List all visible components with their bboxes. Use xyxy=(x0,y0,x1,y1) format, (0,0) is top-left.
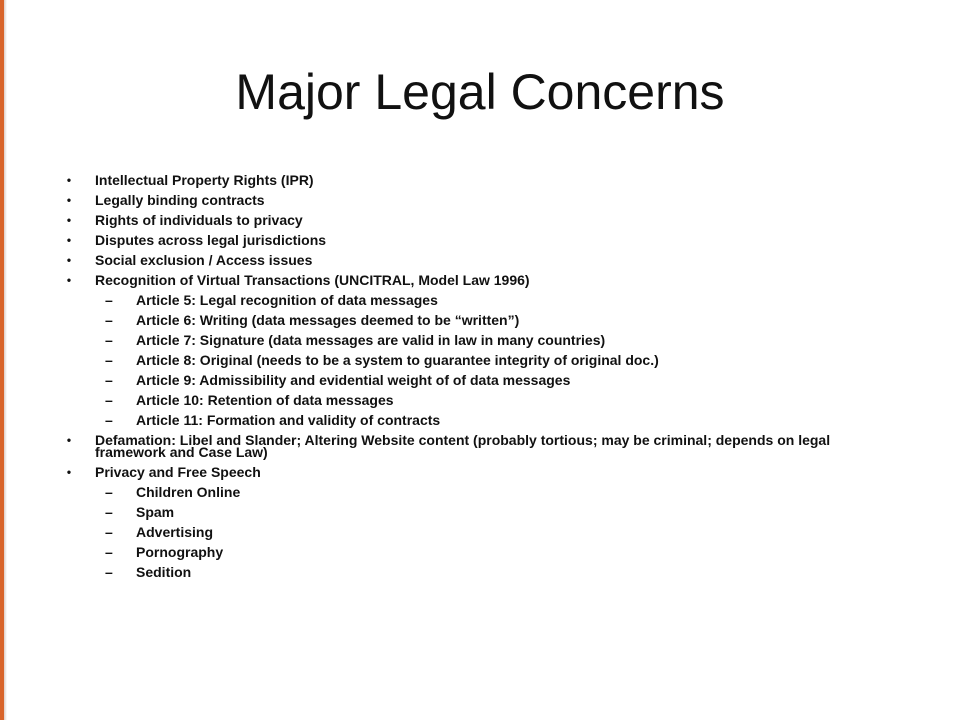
bullet-item xyxy=(64,170,904,190)
sub-list-item xyxy=(64,482,904,502)
bullet-point-icon: • xyxy=(66,193,72,207)
slide-content xyxy=(64,170,904,582)
dash-bullet-icon: – xyxy=(105,484,113,500)
sub-list-item xyxy=(64,542,904,562)
sub-item-text: Article 7: Signature (data messages are valid in law in many countries) xyxy=(136,332,606,348)
dash-bullet-icon: – xyxy=(105,292,113,308)
sub-item-text: Advertising xyxy=(136,524,214,540)
sub-list-item xyxy=(64,390,904,410)
sub-item-text: Spam xyxy=(136,504,175,520)
sub-list-item xyxy=(64,502,904,522)
bullet-item xyxy=(64,230,904,250)
dash-bullet-icon: – xyxy=(105,412,113,428)
sub-list-container xyxy=(64,482,904,582)
sub-item-text: Children Online xyxy=(136,484,241,500)
dash-bullet-icon: – xyxy=(105,312,113,328)
bullet-point-icon: • xyxy=(66,173,72,187)
bullet-item xyxy=(64,190,904,210)
dash-bullet-icon: – xyxy=(105,352,113,368)
sub-list xyxy=(64,290,904,430)
bullet-text: Privacy and Free Speech xyxy=(95,464,261,480)
sub-list-item xyxy=(64,330,904,350)
bullet-point-icon: • xyxy=(66,273,72,287)
dash-bullet-icon: – xyxy=(105,504,113,520)
bullet-point-icon: • xyxy=(66,213,72,227)
dash-bullet-icon: – xyxy=(105,524,113,540)
bullet-text: Recognition of Virtual Transactions (UNCITRAL, Model Law 1996) xyxy=(95,272,530,288)
sub-list-item xyxy=(64,370,904,390)
dash-bullet-icon: – xyxy=(105,544,113,560)
bullet-point-icon: • xyxy=(66,433,72,447)
bullet-text: Legally binding contracts xyxy=(95,192,265,208)
sub-item-text: Article 5: Legal recognition of data messages xyxy=(136,292,438,308)
sub-item-text: Sedition xyxy=(136,564,192,580)
dash-bullet-icon: – xyxy=(105,564,113,580)
sub-list-item xyxy=(64,410,904,430)
sub-item-text: Article 11: Formation and validity of contracts xyxy=(136,412,441,428)
sub-list-item xyxy=(64,522,904,542)
sub-item-text: Article 9: Admissibility and evidential weight of of data messages xyxy=(136,372,571,388)
bullet-point-icon: • xyxy=(66,253,72,267)
dash-bullet-icon: – xyxy=(105,392,113,408)
bullet-text: Intellectual Property Rights (IPR) xyxy=(95,172,314,188)
bullet-item xyxy=(64,270,904,290)
bullet-item xyxy=(64,210,904,230)
sub-item-text: Article 6: Writing (data messages deemed to be “written”) xyxy=(136,312,520,328)
bullet-text: Disputes across legal jurisdictions xyxy=(95,232,327,248)
bullet-point-icon: • xyxy=(66,233,72,247)
sub-item-text: Article 10: Retention of data messages xyxy=(136,392,394,408)
bullet-item xyxy=(64,462,904,482)
sub-list-item xyxy=(64,310,904,330)
sub-list-item xyxy=(64,290,904,310)
dash-bullet-icon: – xyxy=(105,372,113,388)
bullet-text: Rights of individuals to privacy xyxy=(95,212,303,228)
slide-title: Major Legal Concerns xyxy=(235,64,725,120)
sub-list-item xyxy=(64,350,904,370)
sub-item-text: Pornography xyxy=(136,544,224,560)
bullet-item xyxy=(64,250,904,270)
sub-list xyxy=(64,482,904,582)
sub-item-text: Article 8: Original (needs to be a system to guarantee integrity of original doc.) xyxy=(136,352,659,368)
bullet-list xyxy=(64,170,904,582)
bullet-point-icon: • xyxy=(66,465,72,479)
bullet-text: Social exclusion / Access issues xyxy=(95,252,313,268)
sub-list-container xyxy=(64,290,904,430)
bullet-text: Defamation: Libel and Slander; Altering Website content (probably tortious; may be criminal; depends on legal framework and Case Law) xyxy=(95,432,831,460)
sub-list-item xyxy=(64,562,904,582)
bullet-item xyxy=(64,430,904,462)
dash-bullet-icon: – xyxy=(105,332,113,348)
